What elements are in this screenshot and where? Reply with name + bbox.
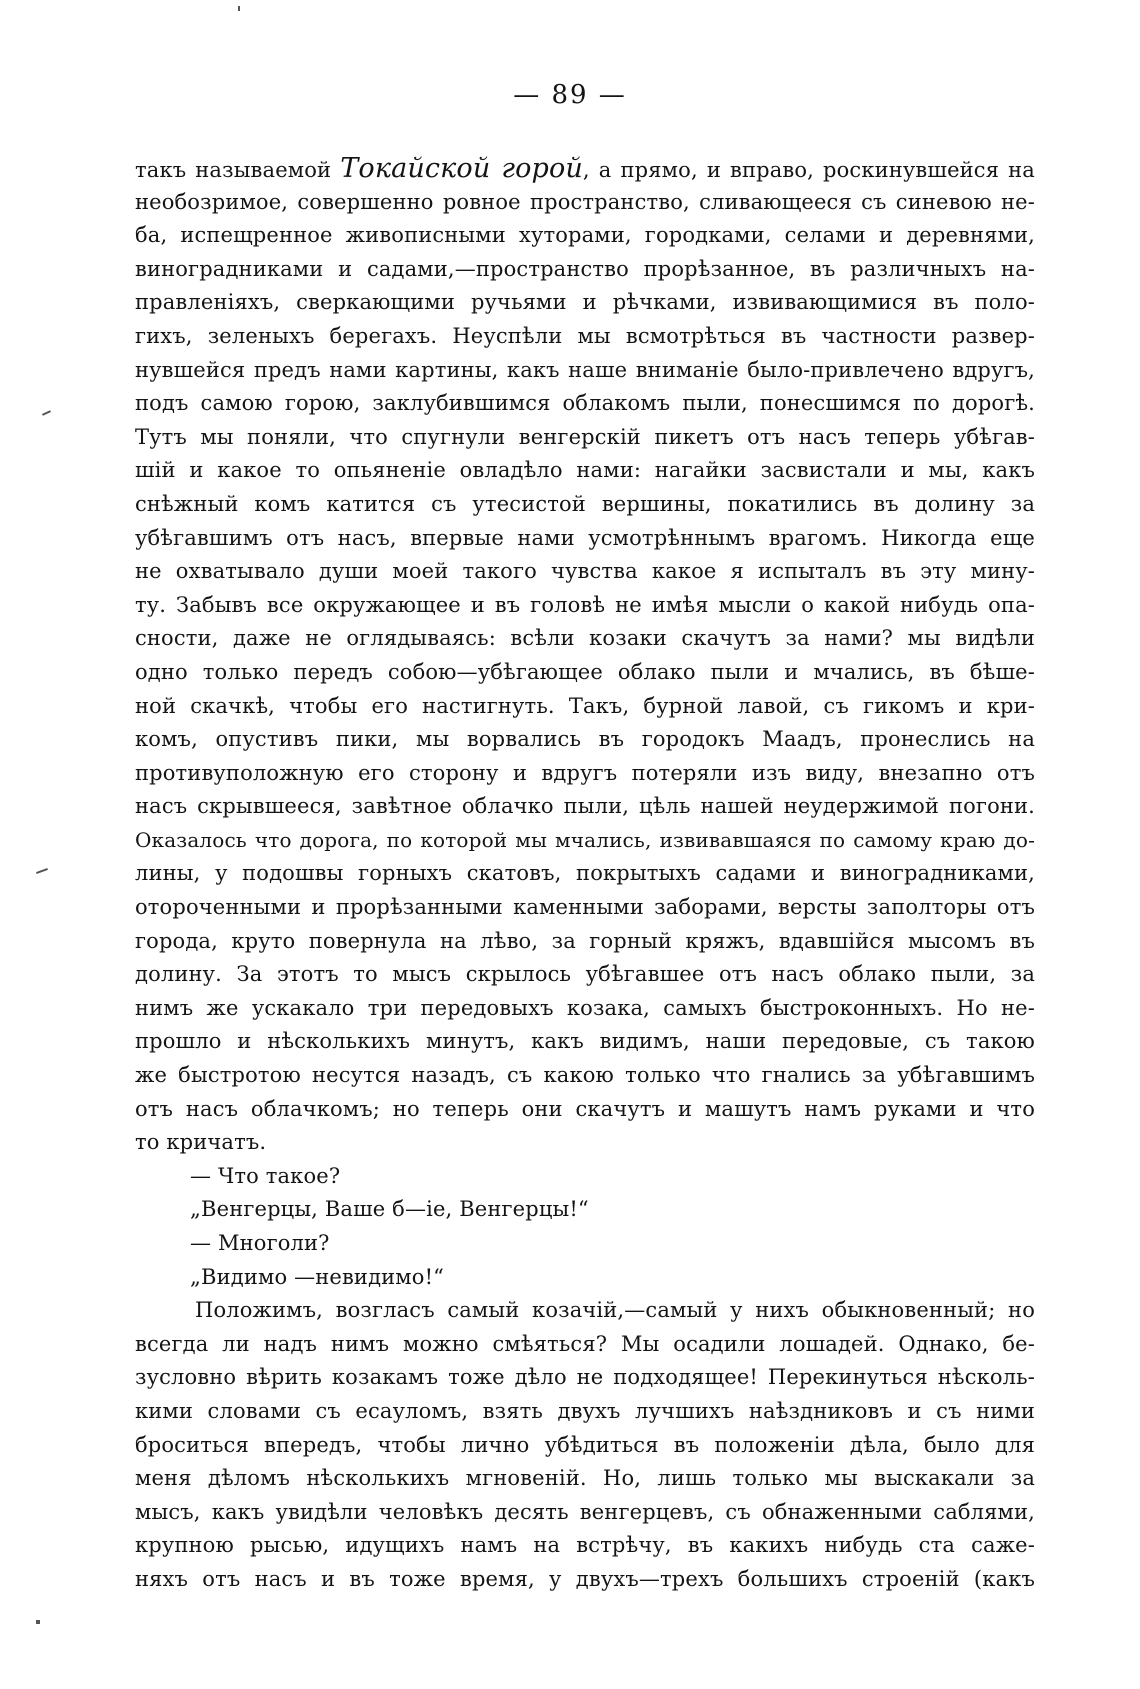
text-line: гихъ, зеленыхъ берегахъ. Неуспѣли мы всмотрѣться въ частности развер- [135,323,1035,348]
text-line: шій и какое то опьяненіе овладѣло нами: нагайки засвистали и мы, какъ [135,458,1035,483]
scan-speck [36,1620,40,1624]
body-text [135,152,1035,1597]
text-line: необозримое, совершенно ровное пространство, сливающееся съ синевою не- [135,189,1035,214]
text-line: насъ скрывшееся, завѣтное облачко пыли, цѣль нашей неудержимой погони. [135,794,1035,819]
text-line: нимъ же ускакало три передовыхъ козака, самыхъ быстроконныхъ. Но не- [135,995,1035,1020]
text-line: подъ самою горою, заклубившимся облакомъ пыли, понесшимся по дорогѣ. [135,391,1035,416]
text-line: сности, даже не оглядываясь: всѣли козаки скачутъ за нами? мы видѣли [135,626,1035,651]
text-line: — Многоли? [190,1231,330,1255]
scan-speck [42,410,51,416]
text-line: зусловно вѣрить козакамъ тоже дѣло не подходящее! Перекинуться нѣсколь- [135,1365,1035,1390]
text-segment: , а прямо, и вправо, роскинувшейся на [582,158,1035,182]
text-line: Оказалось что дорога, по которой мы мчались, извивавшаяся по самому краю до- [135,827,1035,852]
text-line: то кричатъ. [135,1130,267,1155]
text-segment: такъ называемой [135,158,341,182]
text-line: кими словами съ есауломъ, взять двухъ лучшихъ наѣздниковъ и съ ними [135,1398,1035,1423]
page-number: — 89 — [513,80,627,110]
scan-speck [238,6,240,11]
text-line: „Видимо —невидимо!“ [190,1264,445,1289]
text-line: убѣгавшимъ отъ насъ, впервые нами усмотрѣннымъ врагомъ. Никогда еще [135,525,1035,550]
text-line: отороченными и прорѣзанными каменными заборами, версты заполторы отъ [135,895,1035,920]
emphasized-place-name: Токайской горой [340,153,583,184]
text-line: города, круто повернула на лѣво, за горный кряжъ, вдавшійся мысомъ въ [135,928,1035,953]
text-line: правленіяхъ, сверкающими ручьями и рѣчками, извивающимися въ поло- [135,290,1035,315]
text-line: броситься впередъ, чтобы лично убѣдиться въ положеніи дѣла, было для [135,1432,1035,1457]
text-line: меня дѣломъ нѣсколькихъ мгновеній. Но, лишь только мы выскакали за [135,1466,1035,1491]
text-line: снѣжный комъ катится съ утесистой вершины, покатились въ долину за [135,491,1035,516]
scan-speck [36,868,48,874]
text-line: нувшейся предъ нами картины, какъ наше вниманіе было-привлечено вдругъ, [135,357,1035,382]
text-line: противуположную его сторону и вдругъ потеряли изъ виду, внезапно отъ [135,760,1035,785]
text-line: мысъ, какъ увидѣли человѣкъ десять венгерцевъ, съ обнаженными саблями, [135,1499,1035,1524]
text-line: отъ насъ облачкомъ; но теперь они скачутъ и машутъ намъ руками и что [135,1096,1035,1121]
text-line: ба, испещренное живописными хуторами, городками, селами и деревнями, [135,223,1035,248]
text-line: Тутъ мы поняли, что спугнули венгерскій пикетъ отъ насъ теперь убѣгав- [135,424,1035,449]
text-line: прошло и нѣсколькихъ минутъ, какъ видимъ, наши передовые, съ такою [135,1029,1035,1054]
text-line: „Венгерцы, Ваше б—іе, Венгерцы!“ [190,1197,589,1222]
text-line: лины, у подошвы горныхъ скатовъ, покрытыхъ садами и виноградниками, [135,861,1035,886]
text-line: одно только передъ собою—убѣгающее облако пыли и мчались, въ бѣше- [135,659,1035,684]
text-line: няхъ отъ насъ и въ тоже время, у двухъ—трехъ большихъ строеній (какъ [135,1566,1035,1591]
text-line: виноградниками и садами,—пространство прорѣзанное, въ различныхъ на- [135,256,1035,281]
text-line: — Что такое? [190,1163,341,1188]
text-line: комъ, опустивъ пики, мы ворвались въ городокъ Маадъ, пронеслись на [135,727,1035,752]
text-line: всегда ли надъ нимъ можно смѣяться? Мы осадили лошадей. Однако, бе- [135,1331,1035,1356]
text-line: ной скачкѣ, чтобы его настигнуть. Такъ, бурной лавой, съ гикомъ и кри- [135,693,1035,718]
text-line: крупною рысью, идущихъ намъ на встрѣчу, въ какихъ нибудь ста саже- [135,1533,1035,1558]
text-line: Положимъ, возгласъ самый козачій,—самый у нихъ обыкновенный; но [195,1298,1035,1323]
text-line [135,152,1035,186]
text-line: не охватывало души моей такого чувства какое я испыталъ въ эту мину- [135,559,1035,584]
text-line: ту. Забывъ все окружающее и въ головѣ не имѣя мысли о какой нибудь опа- [135,592,1035,617]
text-line: же быстротою несутся назадъ, съ какою только что гнались за убѣгавшимъ [135,1063,1035,1088]
text-line: долину. За этотъ то мысъ скрылось убѣгавшее отъ насъ облако пыли, за [135,962,1035,987]
